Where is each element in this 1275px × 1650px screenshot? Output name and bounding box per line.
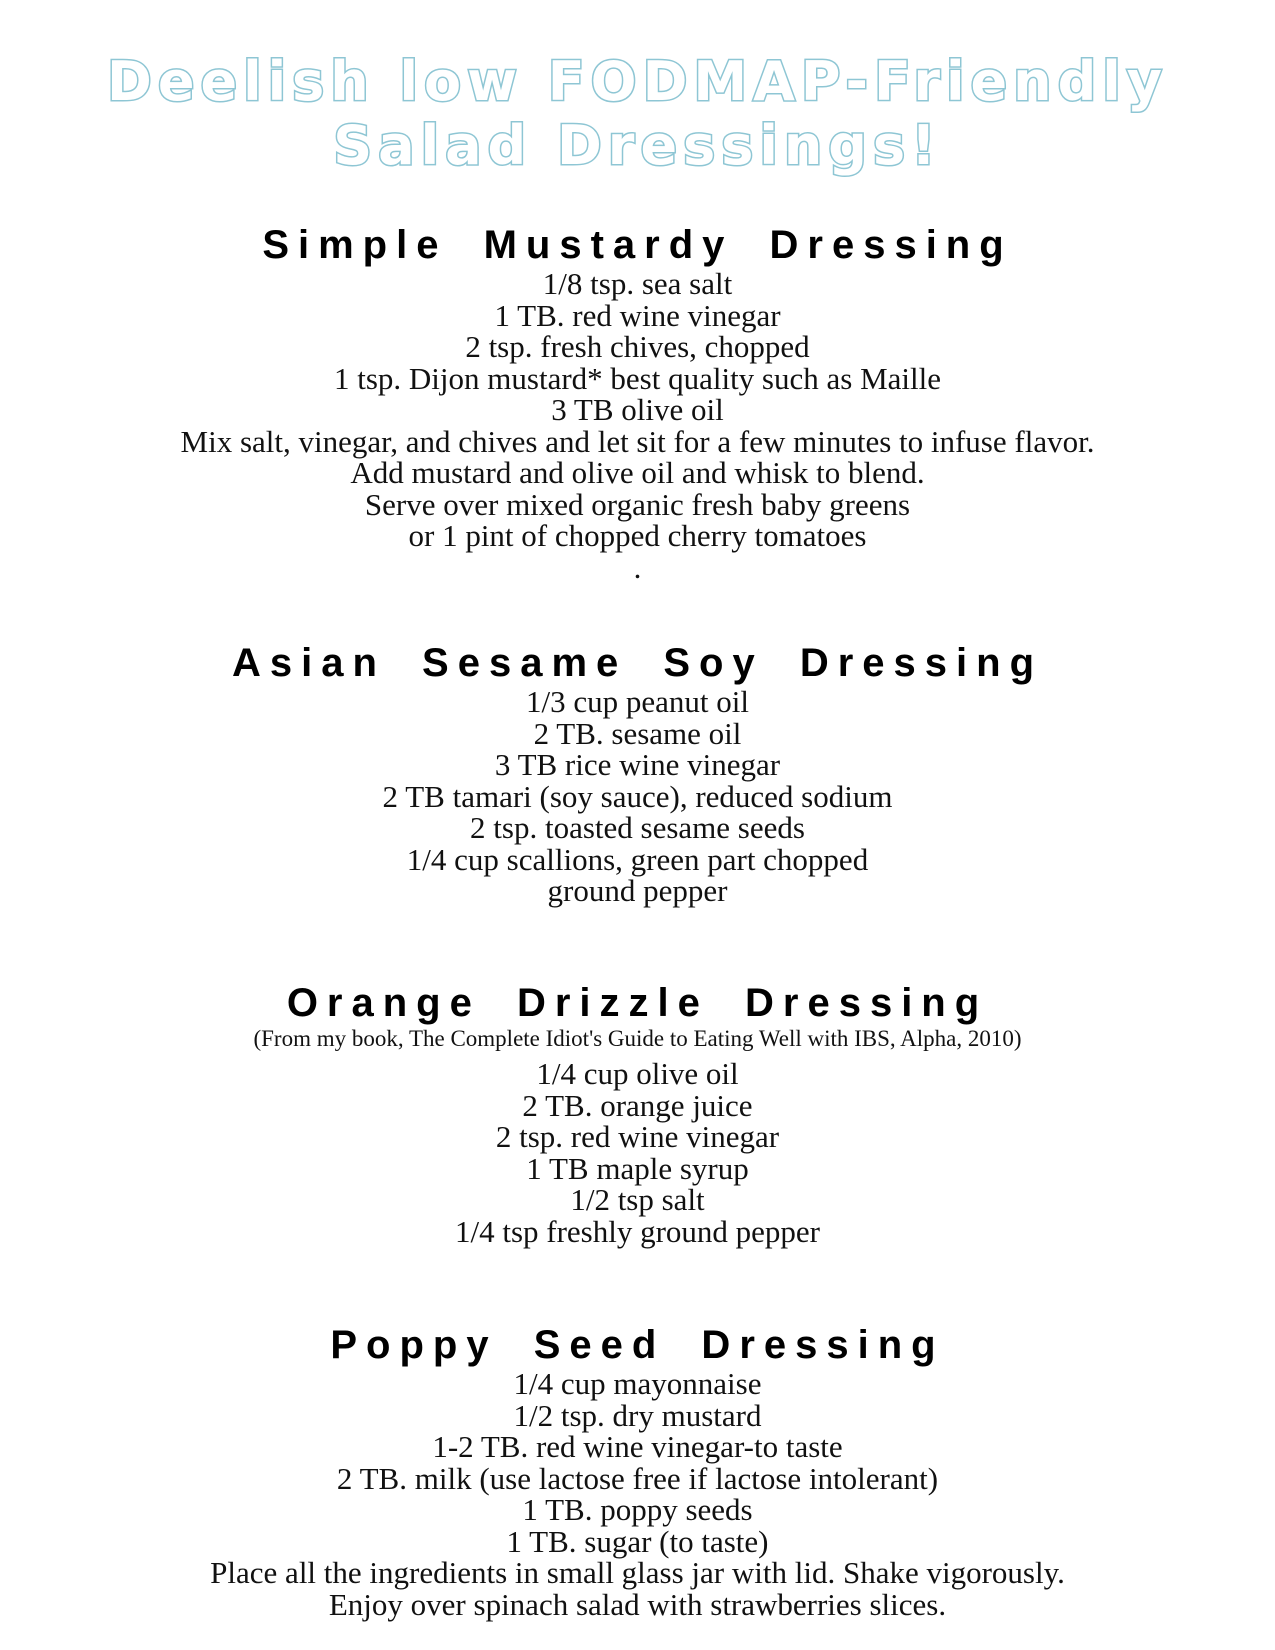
recipe-line: 1/2 tsp. dry mustard xyxy=(513,1397,762,1433)
page-title-line-1: Deelish low FODMAP-Friendly xyxy=(107,50,1168,114)
recipe-line: 1/4 cup scallions, green part chopped xyxy=(406,841,869,877)
recipe-title: Orange Drizzle Dressing xyxy=(286,981,989,1025)
recipe-line: 1/4 tsp freshly ground pepper xyxy=(454,1213,821,1249)
page-title xyxy=(0,50,1275,178)
recipe-line: 1/4 cup mayonnaise xyxy=(513,1366,762,1401)
recipe-orange-drizzle-dressing xyxy=(0,980,1275,1247)
recipe-line: 1/8 tsp. sea salt xyxy=(542,266,733,301)
recipe-title: Poppy Seed Dressing xyxy=(330,1323,945,1367)
recipe-line: 1 TB. poppy seeds xyxy=(522,1492,753,1527)
recipe-line: 2 TB tamari (soy sauce), reduced sodium xyxy=(382,778,893,814)
recipe-line: Add mustard and olive oil and whisk to blend. xyxy=(350,455,925,490)
recipe-line: 1 TB. sugar (to taste) xyxy=(506,1523,769,1559)
recipe-line: 3 TB olive oil xyxy=(551,392,724,427)
recipe-title: Simple Mustardy Dressing xyxy=(262,223,1013,267)
recipe-asian-sesame-soy-dressing xyxy=(0,640,1275,907)
page-title-line-2: Salad Dressings! xyxy=(333,114,942,178)
recipe-line: 1 TB. red wine vinegar xyxy=(494,297,781,333)
recipe-line: 1 TB maple syrup xyxy=(526,1150,749,1186)
recipe-line: . xyxy=(633,549,642,585)
recipe-line: 1/3 cup peanut oil xyxy=(526,684,749,719)
recipe-line: Serve over mixed organic fresh baby greens xyxy=(364,486,911,522)
recipe-line: 1-2 TB. red wine vinegar-to taste xyxy=(432,1429,843,1464)
recipe-line: 2 tsp. red wine vinegar xyxy=(495,1119,780,1154)
recipe-line: 2 TB. sesame oil xyxy=(533,715,742,751)
recipe-lines xyxy=(0,686,1275,907)
recipe-line: Place all the ingredients in small glass jar with lid. Shake vigorously. xyxy=(210,1555,1065,1590)
recipe-lines xyxy=(0,1368,1275,1620)
recipe-line: or 1 pint of chopped cherry tomatoes xyxy=(408,518,867,553)
recipe-source-note: (From my book, The Complete Idiot's Guide to Eating Well with IBS, Alpha, 2010) xyxy=(253,1026,1022,1051)
recipe-line: Enjoy over spinach salad with strawberries slices. xyxy=(328,1586,947,1622)
recipe-line: 2 TB. orange juice xyxy=(522,1087,753,1123)
recipe-line: 2 tsp. toasted sesame seeds xyxy=(470,810,805,845)
recipe-line: ground pepper xyxy=(547,873,728,908)
recipe-lines xyxy=(0,268,1275,583)
recipe-line: 1/4 cup olive oil xyxy=(536,1056,739,1091)
recipe-line: Mix salt, vinegar, and chives and let sit for a few minutes to infuse flavor. xyxy=(180,423,1095,459)
recipe-line: 1 tsp. Dijon mustard* best quality such as Maille xyxy=(333,360,941,396)
recipe-line: 3 TB rice wine vinegar xyxy=(494,747,781,782)
recipe-line: 1/2 tsp salt xyxy=(570,1182,705,1217)
recipe-poppy-seed-dressing xyxy=(0,1322,1275,1620)
recipe-simple-mustardy-dressing xyxy=(0,222,1275,583)
recipe-title: Asian Sesame Soy Dressing xyxy=(231,641,1044,685)
recipe-line: 2 tsp. fresh chives, chopped xyxy=(465,329,810,364)
recipe-line: 2 TB. milk (use lactose free if lactose intolerant) xyxy=(336,1460,939,1496)
recipe-lines xyxy=(0,1058,1275,1247)
